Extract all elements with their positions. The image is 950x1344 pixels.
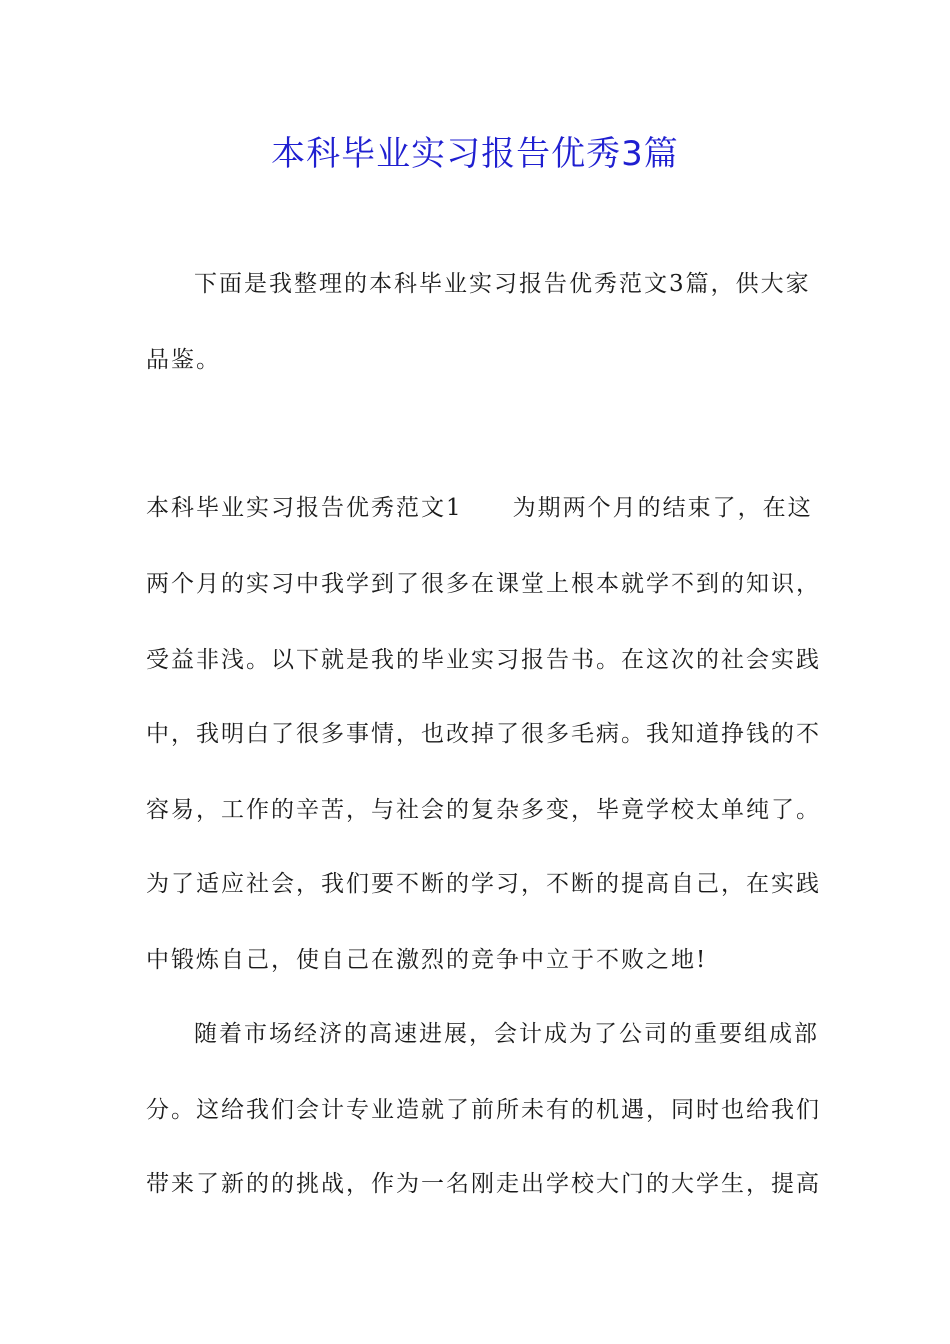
essay1-line-5: 容易，工作的辛苦，与社会的复杂多变，毕竟学校太单纯了。	[146, 797, 821, 823]
essay1-para2-line-1: 随着市场经济的高速进展，会计成为了公司的重要组成部	[194, 1021, 819, 1047]
essay1-line-3: 受益非浅。以下就是我的毕业实习报告书。在这次的社会实践	[146, 647, 821, 673]
intro-line-1: 下面是我整理的本科毕业实习报告优秀范文3篇，供大家	[194, 271, 811, 297]
essay1-para2-line-3: 带来了新的的挑战，作为一名刚走出学校大门的大学生，提高	[146, 1171, 821, 1197]
essay1-line-2: 两个月的实习中我学到了很多在课堂上根本就学不到的知识，	[146, 571, 821, 597]
essay1-line-7: 中锻炼自己，使自己在激烈的竞争中立于不败之地!	[146, 947, 708, 973]
document-title: 本科毕业实习报告优秀3篇	[271, 134, 679, 174]
essay1-line-6: 为了适应社会，我们要不断的学习，不断的提高自己，在实践	[146, 871, 821, 897]
essay1-para2-line-2: 分。这给我们会计专业造就了前所未有的机遇，同时也给我们	[146, 1097, 821, 1123]
essay1-line-4: 中，我明白了很多事情，也改掉了很多毛病。我知道挣钱的不	[146, 721, 821, 747]
essay1-line-1: 本科毕业实习报告优秀范文1 为期两个月的结束了，在这	[146, 495, 813, 521]
intro-line-2: 品鉴。	[146, 347, 221, 373]
